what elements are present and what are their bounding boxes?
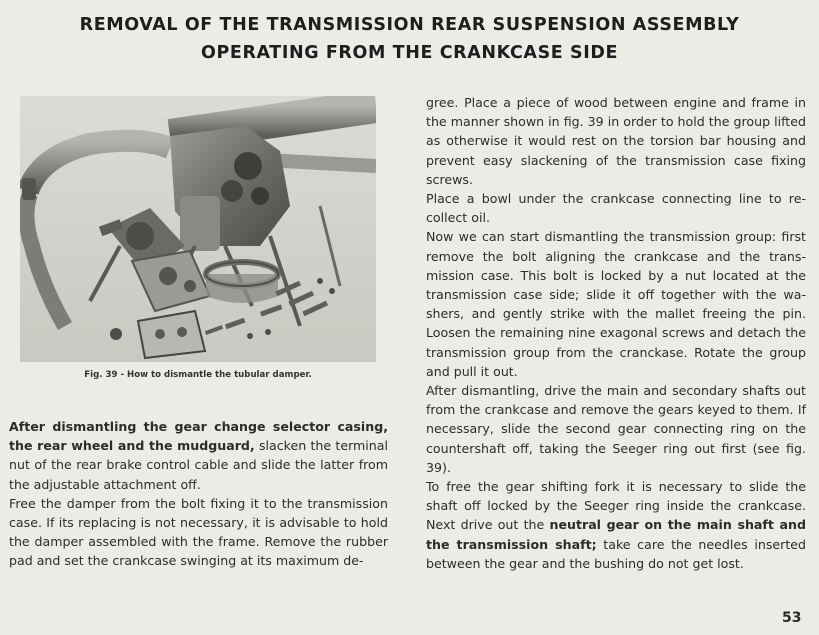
paragraph: Place a bowl under the crankcase connecting line to re-collect oil. [426, 191, 806, 226]
paragraph-text: take care the needles inserted between the gear and the bushing do not get lost. [426, 536, 806, 571]
paragraph [9, 417, 388, 494]
bold-lead-text: After dismantling the gear change selector casing, the rear wheel and the mudguard, [9, 419, 388, 454]
paragraph-text: To free the gear shifting fork it is necessary to slide the shaft off locked by the Seeger ring inside the crankcase. Next drive out the [426, 479, 806, 533]
paragraph: After dismantling, drive the main and secondary shafts out from the crankcase and remove the gears keyed to them. If necessary, slide the second gear connecting ring on the countershaft off, taking the Seeger ring out first (see fig. 39). [426, 383, 806, 475]
damper-dismantling-photo [20, 96, 376, 362]
page-number: 53 [782, 610, 802, 626]
left-text-column [9, 417, 388, 571]
page-subtitle: OPERATING FROM THE CRANKCASE SIDE [200, 43, 619, 63]
paragraph: gree. Place a piece of wood between engine and frame in the manner shown in fig. 39 in order to hold the group lifted as otherwise it would rest on the torsion bar housing and prevent easy slackening of the transmission case fixing screws. [426, 95, 806, 187]
right-text-column [426, 93, 806, 573]
figure-39-photo [20, 96, 376, 362]
paragraph: Now we can start dismantling the transmission group: first remove the bolt aligning the crankcase and the trans-mission case. This bolt is locked by a nut located at the transmission case side; slide it off together with the wa-shers, and gently strike with the mallet freeing the pin. Loosen the remaining nine exagonal screws and detach the transmission group from the cranckase. Rotate the group and pull it out. [426, 229, 806, 379]
page-title: REMOVAL OF THE TRANSMISSION REAR SUSPENSION ASSEMBLY [79, 15, 740, 35]
paragraph: Free the damper from the bolt fixing it to the transmission case. If its replacing is not necessary, it is advisable to hold the damper assembled with the frame. Remove the rubber pad and set the crankcase swinging at its maximum de- [9, 495, 388, 569]
paragraph-text: slacken the terminal nut of the rear brake control cable and slide the latter from the adjustable attachment off. [9, 438, 388, 492]
figure-caption: Fig. 39 - How to dismantle the tubular damper. [84, 370, 312, 380]
bold-inline-text: neutral gear on the main shaft and the transmission shaft; [426, 517, 807, 552]
paragraph [426, 477, 806, 573]
